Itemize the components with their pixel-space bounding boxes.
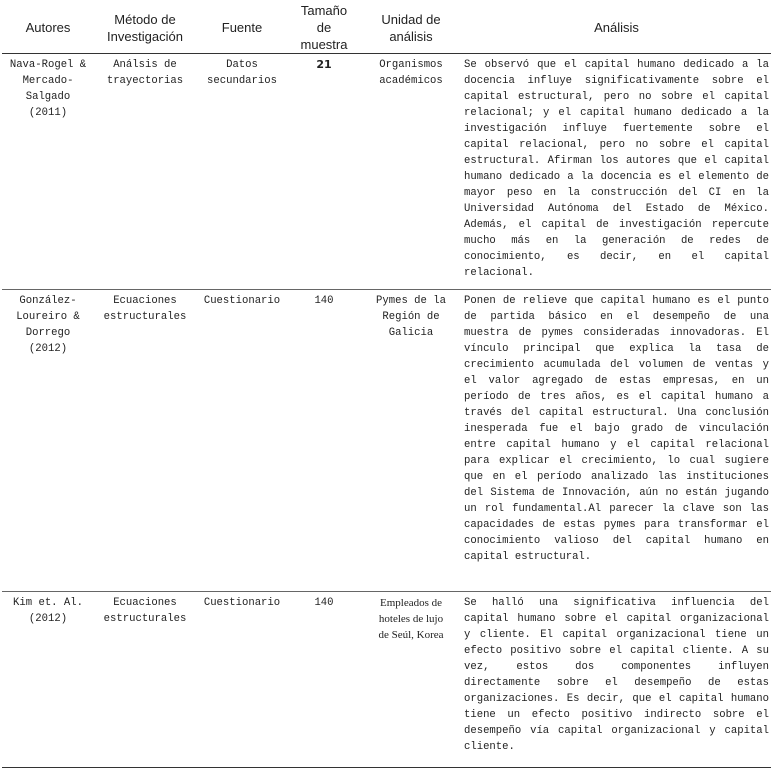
- autores-cell: González- Loureiro & Dorrego (2012): [16, 295, 80, 355]
- header-tamano: Tamaño de muestra: [288, 2, 360, 54]
- analisis-cell: Se observó que el capital humano dedicado a la docencia influye significativamente sobre el capital estructural, pero no sobre el capital relacional; y el capital humano dedicado a la investigación influye fuertemente sobre el capital relacional, pero no sobre el capital estructural. Afirman los autores que el capital humano dedicado a la docencia es el elemento de mayor peso en la construcción del CI en la Universidad Autónoma del Estado de México. Además, el capital de investigación repercute mucho más en la generación de redes de conocimiento, es decir, en el capital relacional.: [464, 59, 769, 279]
- unidad-cell: Pymes de la Región de Galicia: [376, 295, 446, 339]
- metodo-cell: Ecuaciones estructurales: [103, 295, 187, 323]
- autores-cell: Nava-Rogel & Mercado- Salgado (2011): [9, 59, 87, 119]
- header-unidad: Unidad de análisis: [360, 2, 462, 54]
- header-analisis: Análisis: [462, 2, 771, 54]
- analisis-cell: Ponen de relieve que capital humano es el punto de partida básico en el desempeño de una muestra de pymes consideradas innovadoras. El vínculo principal que explica la tasa de crecimiento acumulada del volumen de ventas y el valor agregado de estas empresas, en un período de tres años, es el capital humano a través del capital estructural. Una conclusión inesperada fue el bajo grado de vinculación entre capital humano y el capital relacional para explicar el crecimiento, lo cual sugiere que en el período analizado las instituciones del Sistema de Innovación, aún no están jugando un rol fundamental.Al parecer la clave son las capacidades de estas pymes para transformar el conocimiento valioso del capital humano en capital estructural.: [464, 295, 769, 563]
- metodo-cell: Análsis de trayectorias: [106, 59, 184, 87]
- fuente-cell: Datos secundarios: [207, 59, 277, 87]
- metodo-cell: Ecuaciones estructurales: [94, 592, 196, 768]
- header-metodo: Método de Investigación: [94, 2, 196, 54]
- header-autores: Autores: [2, 2, 94, 54]
- literature-review-table: [2, 2, 771, 768]
- autores-cell: Kim et. Al. (2012): [2, 592, 94, 768]
- table-row: [2, 592, 771, 768]
- unidad-cell: Empleados de hoteles de lujo de Seúl, Korea: [360, 592, 462, 768]
- tamano-cell: 140: [314, 295, 334, 307]
- fuente-cell: Cuestionario: [203, 295, 281, 307]
- table-row: [2, 54, 771, 290]
- analisis-cell: Se halló una significativa influencia del capital humano sobre el capital organizacional y cliente. El capital organizacional tiene un efecto positivo sobre el capital cliente. A su vez, estos dos componentes influyen directamente sobre el desempeño de estas organizaciones. Es decir, que el capital humano tiene un efecto positivo indirecto sobre el desempeño vía capital organizacional y capital cliente.: [462, 592, 771, 768]
- header-fuente: Fuente: [196, 2, 288, 54]
- header-row: [2, 2, 771, 54]
- tamano-cell: 21: [316, 58, 332, 71]
- fuente-cell: Cuestionario: [196, 592, 288, 768]
- table-row: [2, 290, 771, 592]
- unidad-cell: Organismos académicos: [379, 59, 443, 87]
- tamano-cell: 140: [288, 592, 360, 768]
